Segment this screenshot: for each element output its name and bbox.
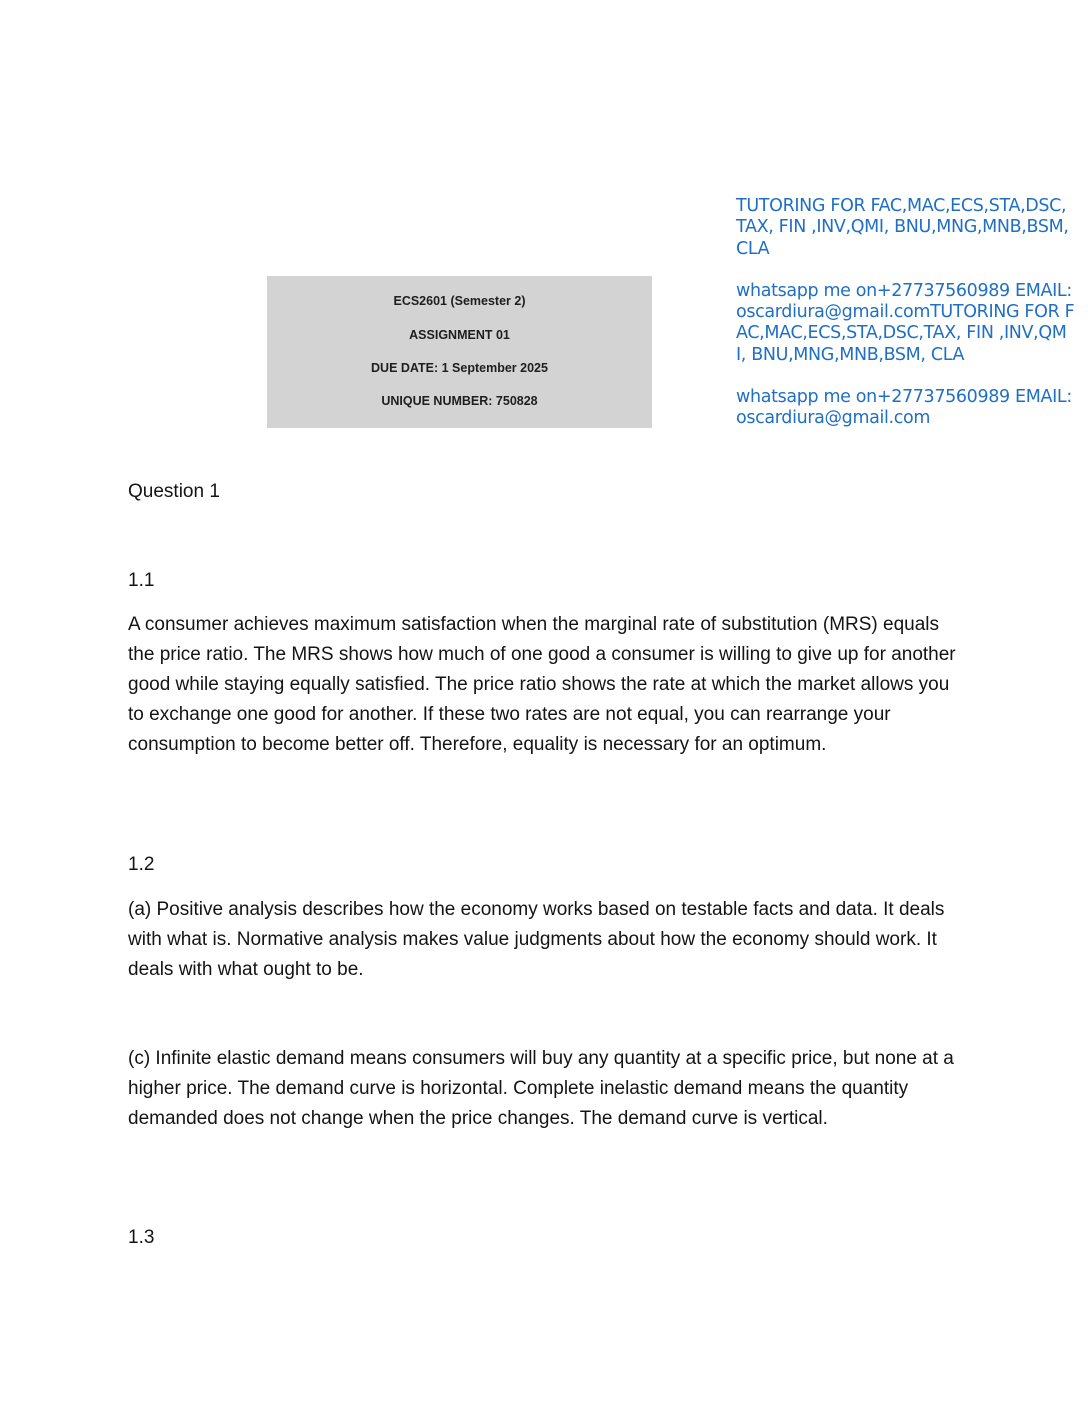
unique-number: UNIQUE NUMBER: 750828 — [381, 394, 538, 408]
section-label-1-2: 1.2 — [128, 854, 155, 875]
due-date: DUE DATE: 1 September 2025 — [371, 361, 548, 375]
assignment-title: ASSIGNMENT 01 — [409, 328, 510, 342]
assignment-header-box — [267, 276, 652, 428]
answer-1-2c: (c) Infinite elastic demand means consumers will buy any quantity at a specific price, but none at a higher price. The demand curve is horizontal. Complete inelastic demand means the quantity demanded does not change when the price changes. The demand curve is vertical. — [128, 1048, 954, 1129]
section-label-1-1: 1.1 — [128, 570, 155, 591]
section-label-1-3: 1.3 — [128, 1227, 155, 1248]
tutoring-ad-line: TUTORING FOR FAC,MAC,ECS,STA,DSC,TAX, FIN ,INV,QMI, BNU,MNG,MNB,BSM, CLA — [736, 196, 1074, 259]
answer-1-1: A consumer achieves maximum satisfaction when the marginal rate of substitution (MRS) equals the price ratio. The MRS shows how much of one good a consumer is willing to give up for another good while staying equally satisfied. The price ratio shows the rate at which the market allows you to exchange one good for another. If these two rates are not equal, you can rearrange your consumption to become better off. Therefore, equality is necessary for an optimum. — [128, 614, 956, 755]
course-code: ECS2601 (Semester 2) — [393, 294, 526, 308]
tutoring-ad — [736, 196, 1076, 451]
tutoring-ad-contact: whatsapp me on+27737560989 EMAIL:oscardiura@gmail.comTUTORING FOR FAC,MAC,ECS,STA,DSC,TAX, FIN ,INV,QMI, BNU,MNG,MNB,BSM, CLA — [736, 280, 1075, 365]
answer-1-2a: (a) Positive analysis describes how the economy works based on testable facts and data. It deals with what is. Normative analysis makes value judgments about how the economy should work. It deals with what ought to be. — [128, 899, 945, 980]
tutoring-ad-contact-repeat: whatsapp me on+27737560989 EMAIL:oscardiura@gmail.com — [736, 387, 1072, 429]
question-heading: Question 1 — [128, 481, 220, 502]
